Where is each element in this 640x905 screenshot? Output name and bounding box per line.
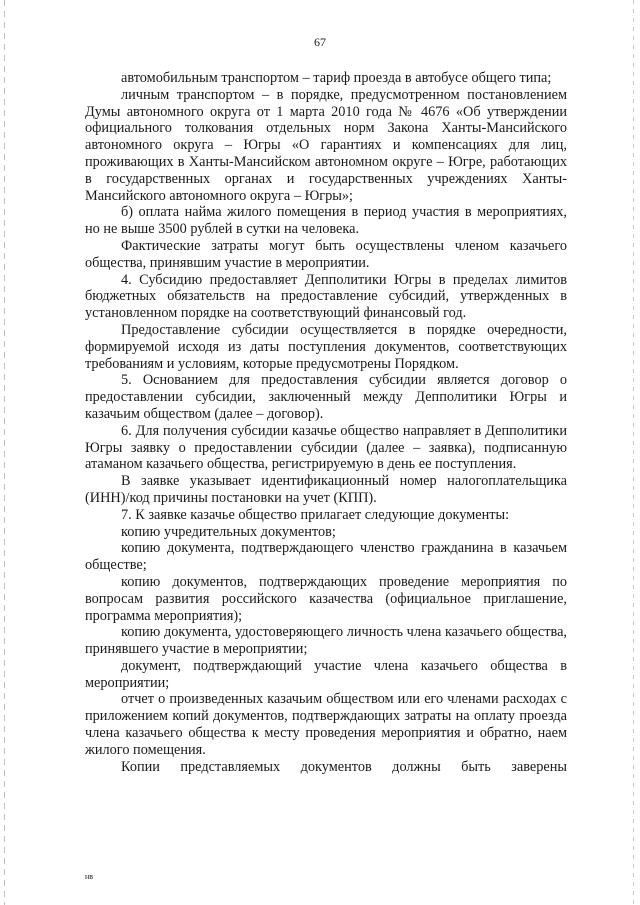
paragraph-inn-kpp: В заявке указывает идентификационный номер налогоплательщика (ИНН)/код причины постановки на учет (КПП). — [85, 473, 567, 506]
paragraph-transport-bus: автомобильным транспортом – тариф проезда в автобусе общего типа; — [121, 70, 552, 86]
scan-edge-right — [633, 0, 634, 905]
paragraph-copies-certified: Копии представляемых документов должны быть заверены — [121, 758, 567, 775]
paragraph-actual-costs: Фактические затраты могут быть осуществлены членом казачьего общества, принявшим участие в мероприятии. — [85, 237, 567, 271]
paragraph-housing-rent: б) оплата найма жилого помещения в период участия в мероприятиях, но не выше 3500 рублей в сутки на человека. — [85, 204, 567, 238]
footer-initials: нв — [85, 872, 94, 881]
paragraph-clause-4: 4. Субсидию предоставляет Депполитики Югры в пределах лимитов бюджетных обязательств на предоставление субсидий, утвержденных в установленном порядке на соответствующий финансовый год. — [85, 271, 567, 322]
list-item-identity-doc: копию документа, удостоверяющего личность члена казачьего общества, принявшего участие в мероприятии; — [85, 624, 567, 658]
document-body — [85, 70, 567, 775]
paragraph-clause-7: 7. К заявке казачье общество прилагает следующие документы: — [121, 506, 510, 523]
scan-edge-left — [4, 0, 5, 905]
list-item-founding-docs: копию учредительных документов; — [121, 523, 336, 540]
list-item-expense-report: отчет о произведенных казачьим обществом или его членами расходах с приложением копий документов, подтверждающих затраты на оплату проезда члена казачьего общества к месту проведения мероприятия и обратно, наем жилого помещения. — [85, 691, 567, 758]
list-item-membership-doc: копию документа, подтверждающего членство гражданина в казачьем обществе; — [85, 540, 567, 574]
list-item-participation-doc: документ, подтверждающий участие члена казачьего общества в мероприятии; — [85, 657, 567, 691]
paragraph-transport-personal: личным транспортом – в порядке, предусмотренном постановлением Думы автономного округа от 1 марта 2010 года № 4676 «Об утверждении официального толкования отдельных норм Закона Ханты-Мансийского автономного округа – Югры «О гарантиях и компенсациях для лиц, проживающих в Ханты-Мансийском автономном округе – Югре, работающих в государственных органах и государственных учреждениях Ханты-Мансийского автономного округа – Югры»; — [85, 86, 567, 204]
paragraph-clause-6: 6. Для получения субсидии казачье общество направляет в Депполитики Югры заявку о предоставлении субсидии (далее – заявка), подписанную атаманом казачьего общества, регистрируемую в день ее поступления. — [85, 422, 567, 473]
page-number: 67 — [314, 35, 326, 49]
list-item-event-docs: копию документов, подтверждающих проведение мероприятия по вопросам развития российского казачества (официальное приглашение, программа мероприятия); — [85, 573, 567, 624]
paragraph-clause-5: 5. Основанием для предоставления субсидии является договор о предоставлении субсидии, заключенный между Депполитики Югры и казачьим обществом (далее – договор). — [85, 372, 567, 422]
paragraph-subsidy-order: Предоставление субсидии осуществляется в порядке очередности, формируемой исходя из даты поступления документов, соответствующих требованиям и условиям, которые предусмотрены Порядком. — [85, 321, 567, 372]
